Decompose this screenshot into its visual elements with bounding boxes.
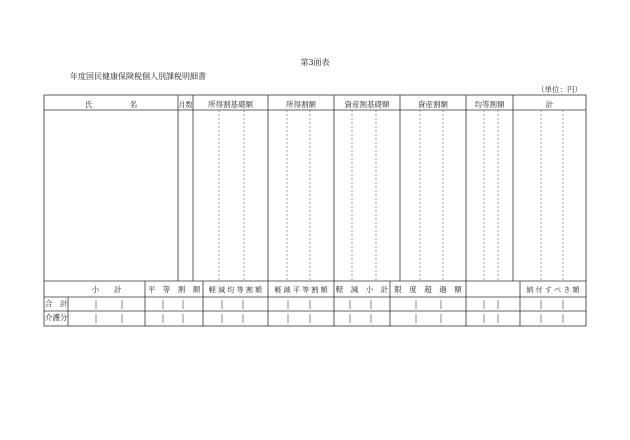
summary-subtotal: 小 計 <box>91 285 122 294</box>
header-total: 計 <box>545 100 554 109</box>
header-name: 氏 名 <box>84 100 138 109</box>
header-asset-levy: 資産割額 <box>418 100 448 109</box>
header-income-levy: 所得割額 <box>286 100 316 109</box>
summary-household-levy: 平 等 割 額 <box>147 285 201 294</box>
header-asset-basis: 資産割基礎額 <box>344 100 390 109</box>
summary-reduced-per-capita: 軽 減 均 等 割 額 <box>208 286 263 294</box>
header-per-capita: 均等割額 <box>474 100 505 109</box>
summary-limit-excess: 限 度 超 過 額 <box>394 285 462 294</box>
header-income-basis: 所得割基礎額 <box>208 100 253 109</box>
summary-reduced-household: 軽 減 平 等 割 額 <box>274 286 328 294</box>
row-care-label: 介護分 <box>45 313 68 322</box>
summary-amount-due: 納 付 す べ き 額 <box>526 286 580 294</box>
form-number: 第3面表 <box>300 58 330 67</box>
unit-label: （単位：円） <box>537 85 582 94</box>
summary-reduced-subtotal: 軽 減 小 計 <box>335 285 389 294</box>
form-title: 年度国民健康保険税個人別課税明細書 <box>70 72 206 81</box>
header-months: 月数 <box>178 101 193 109</box>
row-total-label: 合 計 <box>45 299 68 308</box>
